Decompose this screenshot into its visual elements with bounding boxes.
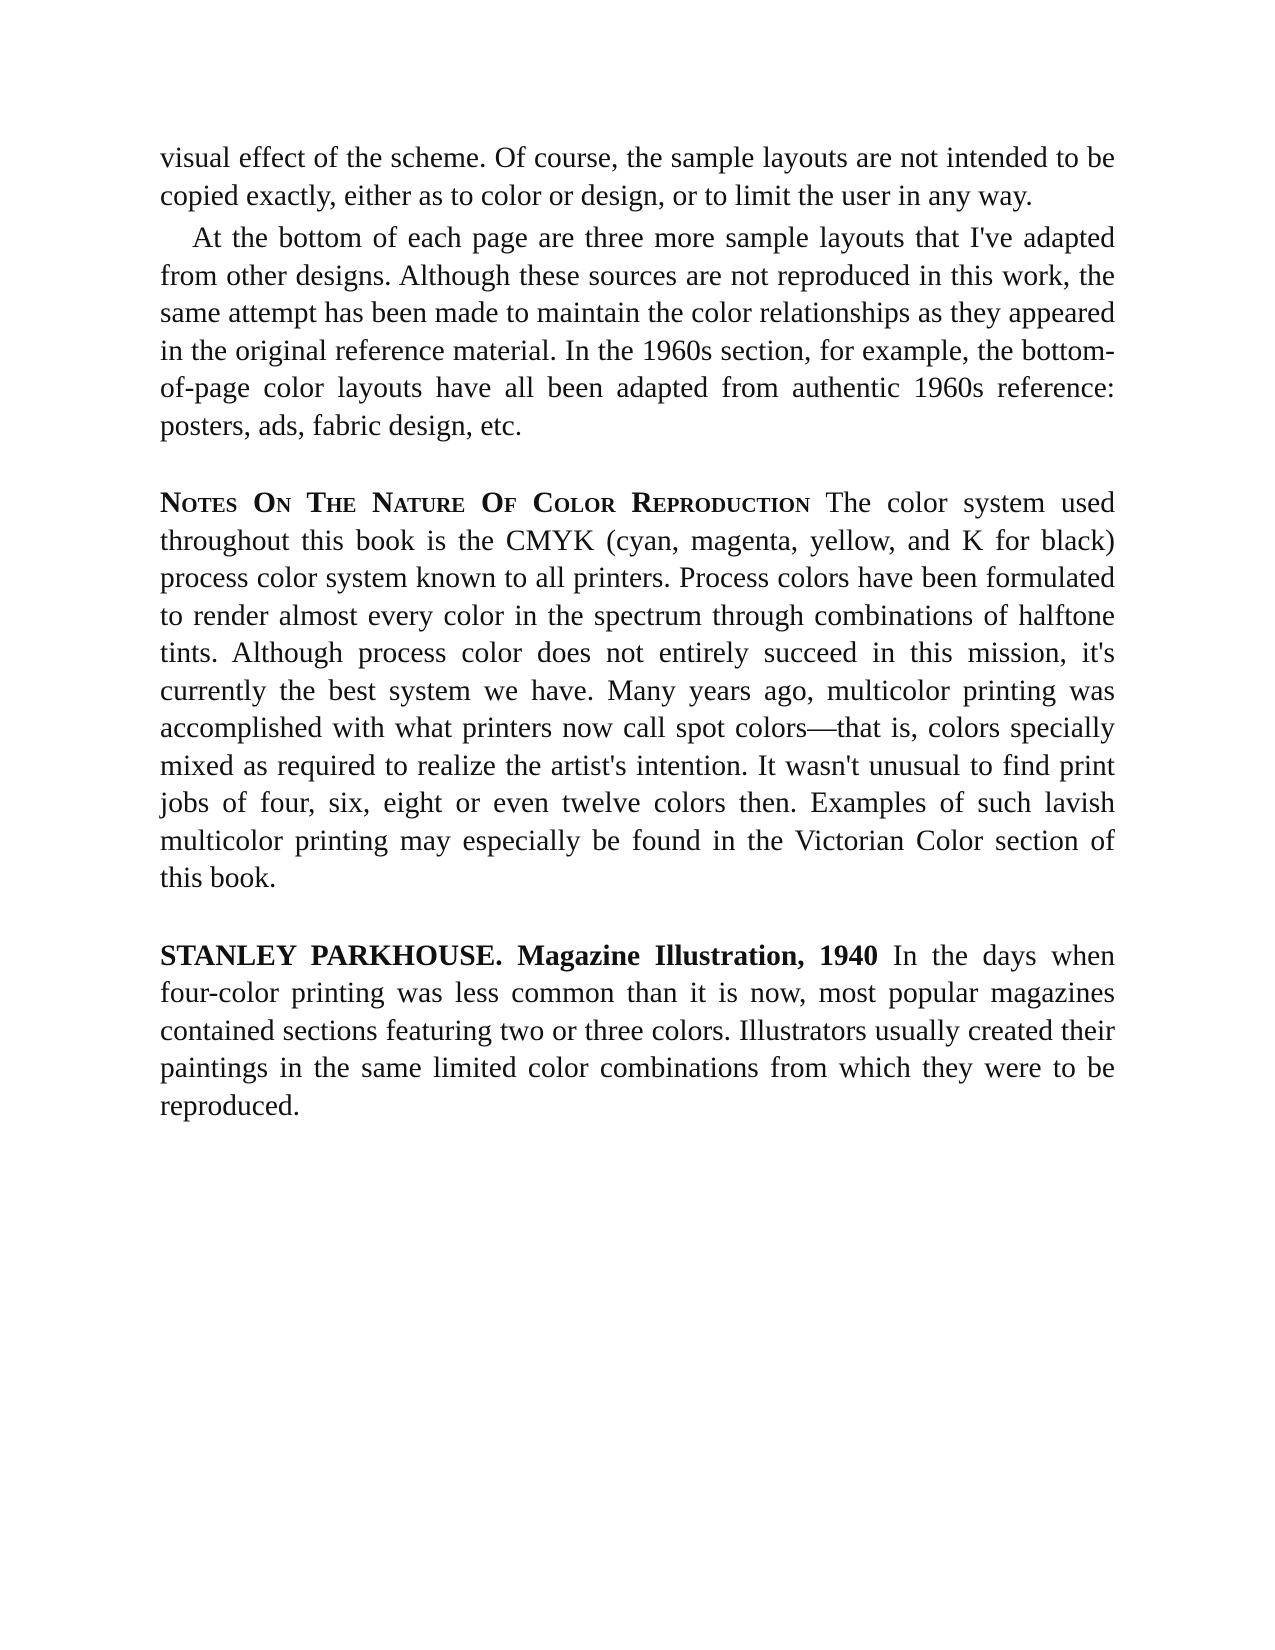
caption-body: In the days when four-color printing was less common than it is now, most popular magazines contained sections featuring two or three colors. Illustrators usually created their paintings in the same limited color combinations from which they were to be reproduced. bbox=[160, 939, 1115, 1122]
section-heading-color-reproduction: Notes On The Nature Of Color Reproduction bbox=[160, 487, 811, 519]
caption-heading: STANLEY PARKHOUSE. Magazine Illustration, 1940 bbox=[160, 939, 879, 972]
paragraph-color-reproduction-notes bbox=[160, 485, 1115, 898]
paragraph-sample-layouts: At the bottom of each page are three more sample layouts that I've adapted from other designs. Although these sources are not reproduced in this work, the same attempt has been made to maintain the color relationships as they appeared in the original reference material. In the 1960s section, for example, the bottom-of-page color layouts have all been adapted from authentic 1960s reference: posters, ads, fabric design, etc. bbox=[160, 222, 1115, 442]
section-body-color-reproduction: The color system used throughout this book is the CMYK (cyan, magenta, yellow, and K for black) process color system known to all printers. Process colors have been formulated to render almost every color in the spectrum through combinations of halftone tints. Although process color does not entirely succeed in this mission, it's currently the best system we have. Many years ago, multicolor printing was accomplished with what printers now call spot colors—that is, colors specially mixed as required to realize the artist's intention. It wasn't unusual to find print jobs of four, six, eight or even twelve colors then. Examples of such lavish multicolor printing may especially be found in the Victorian Color section of this book. bbox=[160, 487, 1116, 894]
paragraph-intro-continuation: visual effect of the scheme. Of course, the sample layouts are not intended to be copied exactly, either as to color or design, or to limit the user in any way. bbox=[160, 142, 1115, 212]
paragraph-illustration-caption bbox=[160, 938, 1115, 1126]
document-page bbox=[160, 140, 1115, 1125]
